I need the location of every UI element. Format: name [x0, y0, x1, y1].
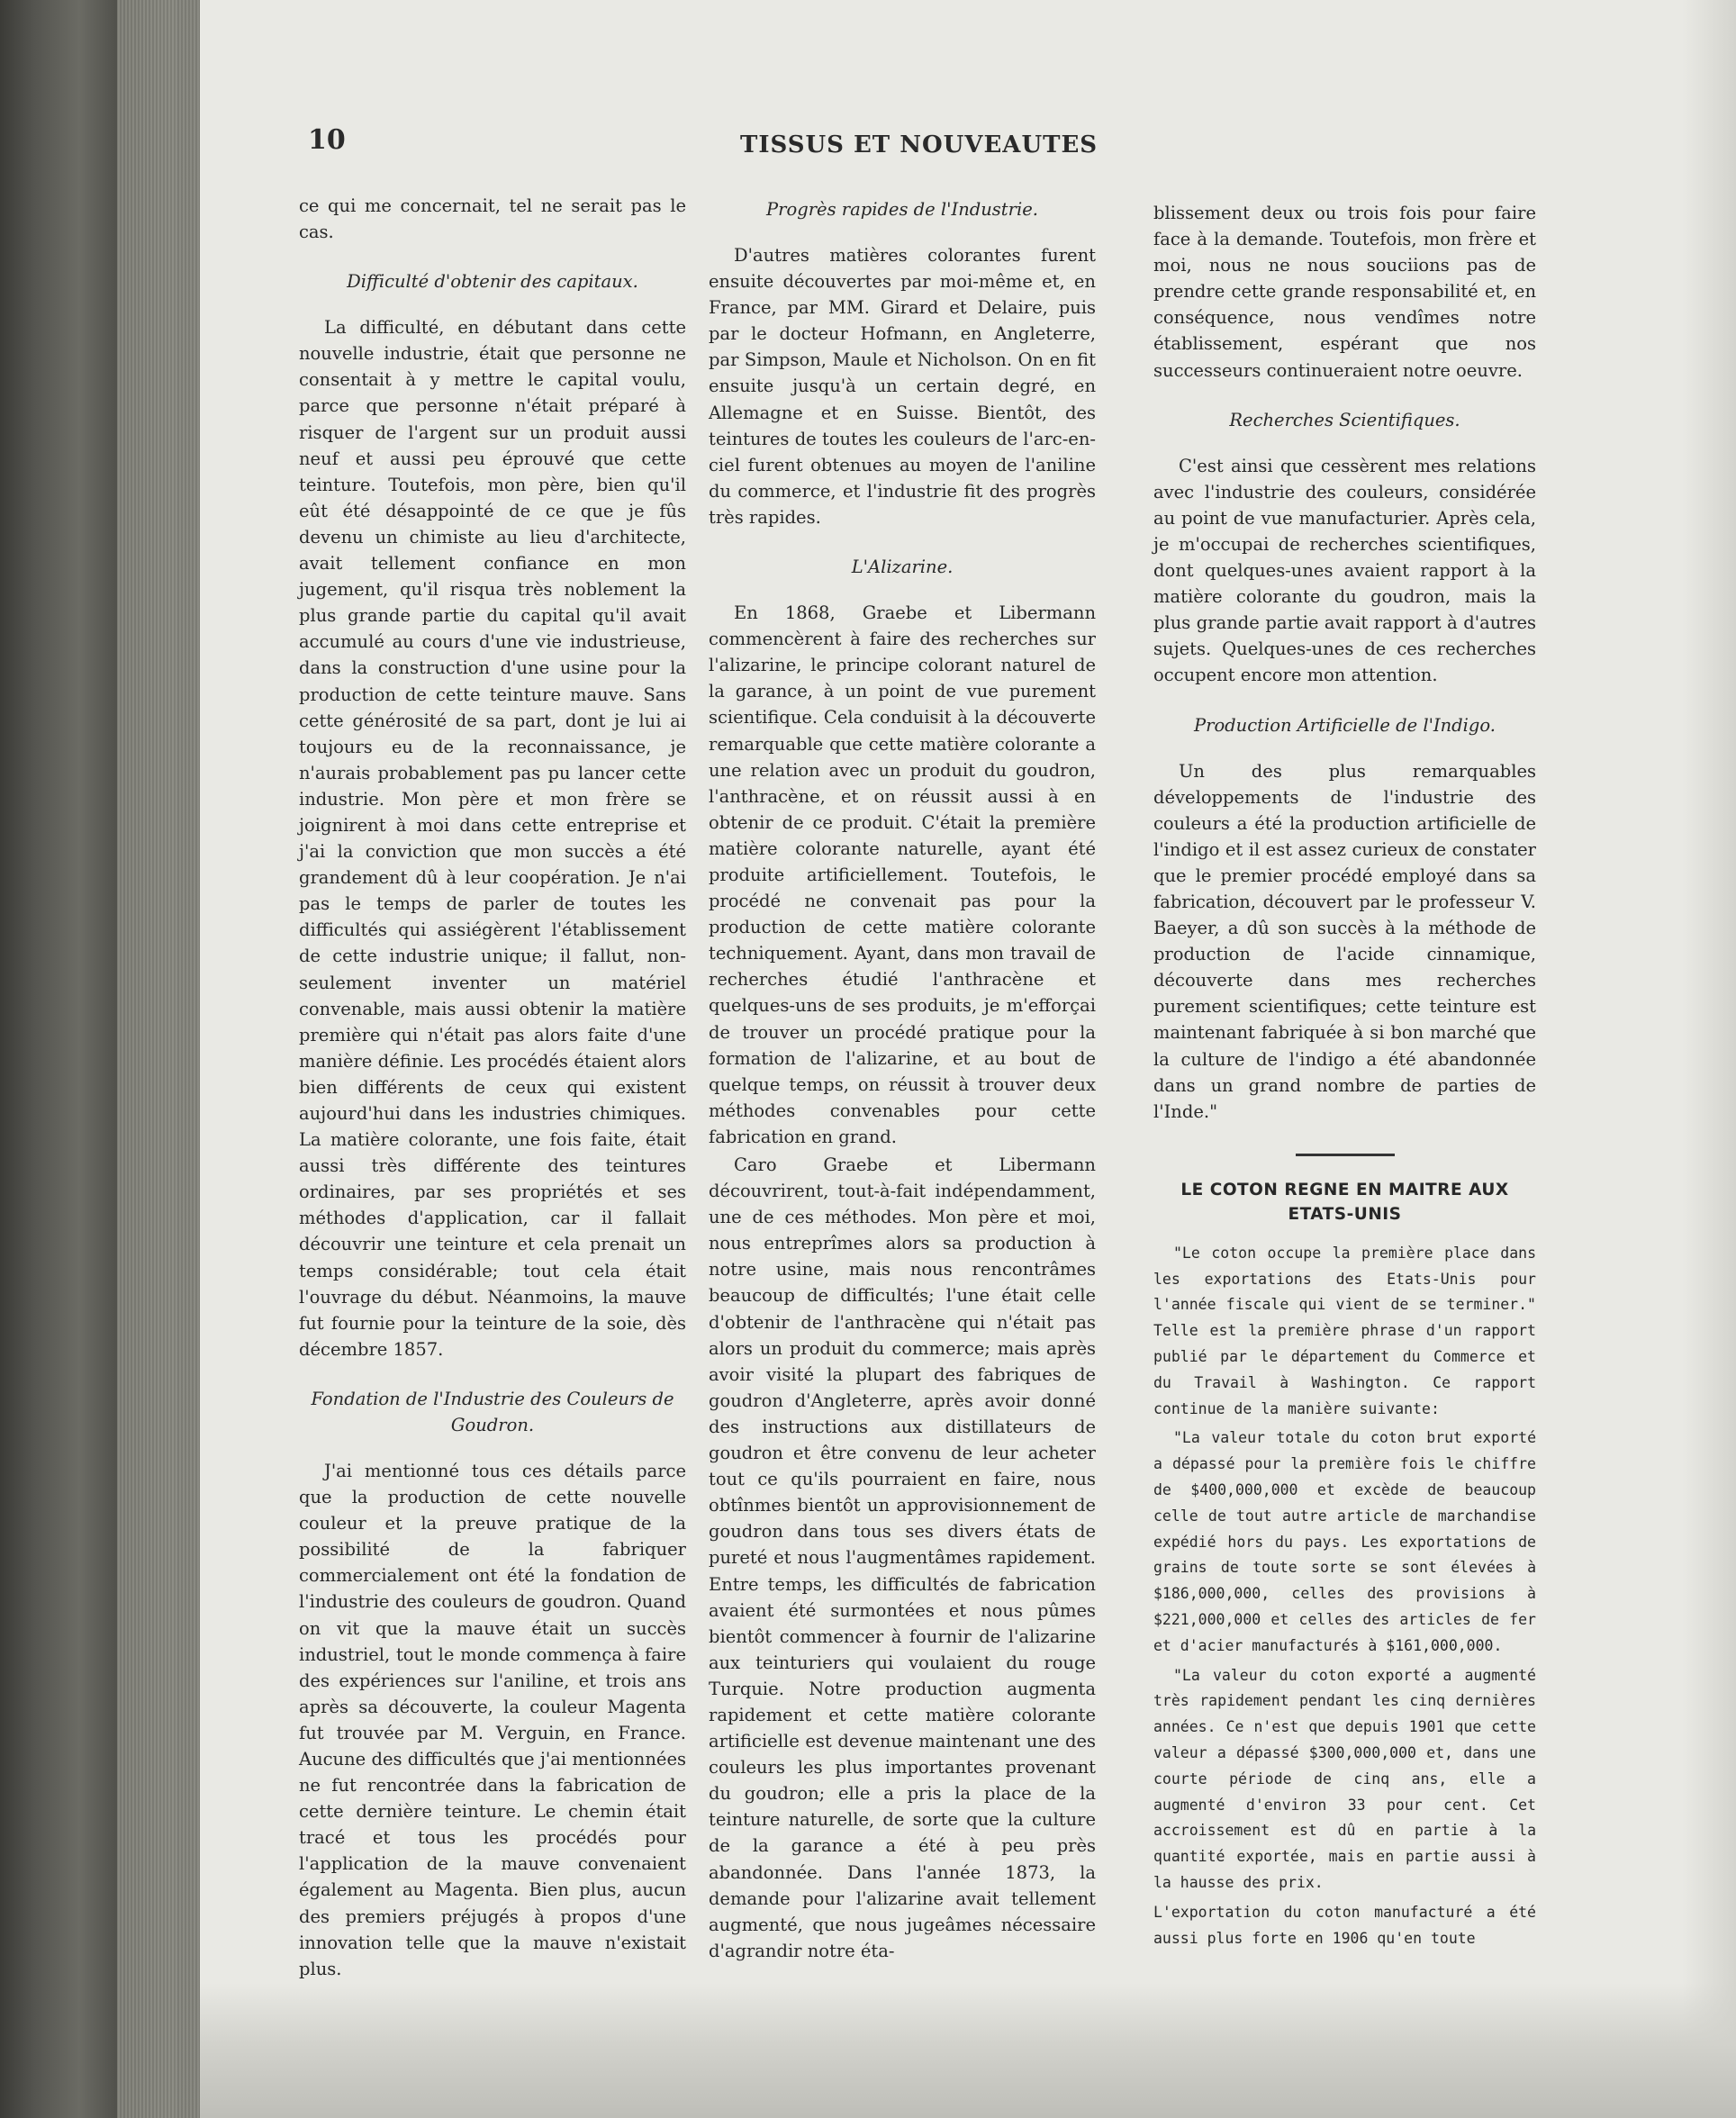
page-number: 10 — [308, 124, 346, 156]
column-3 — [1153, 200, 1536, 1955]
section-heading: Recherches Scientifiques. — [1229, 409, 1460, 430]
news-paragraph: "La valeur du coton exporté a augmenté très rapidement pendant les cinq dernières années. Ce n'est que depuis 1901 que cette valeur a dépassé $300,000,000 et, dans une courte période de cinq ans, elle a augmenté d'environ 33 pour cent. Cet accroissement est dû en partie à la quantité exportée, mais en partie aussi à la hausse des prix. — [1153, 1666, 1536, 1891]
paragraph: blissement deux ou trois fois pour faire face à la demande. Toutefois, mon frère et moi, nous ne nous souciions pas de prendre cette grande responsabilité et, en conséquence, nous vendîmes notre établissement, espérant que nos successeurs continueraient notre oeuvre. — [1153, 203, 1536, 381]
running-title: TISSUS ET NOUVEAUTES — [740, 131, 1099, 158]
section-heading: Progrès rapides de l'Industrie. — [766, 199, 1038, 220]
page-shadow-right — [1682, 0, 1736, 2118]
column-2 — [709, 196, 1096, 1964]
divider-rule — [1296, 1154, 1395, 1156]
book-page — [200, 0, 1736, 2118]
news-paragraph: "Le coton occupe la première place dans les exportations des Etats-Unis pour l'année fiscale qui vient de se terminer." Telle est la première phrase d'un rapport publié par le département du Commerce et du Travail à Washington. Ce rapport continue de la manière suivante: — [1153, 1244, 1536, 1417]
column-1 — [299, 193, 686, 1982]
section-heading: L'Alizarine. — [851, 557, 954, 578]
paragraph: ce qui me concernait, tel ne serait pas le cas. — [299, 195, 686, 243]
paragraph: En 1868, Graebe et Libermann commencèrent à faire des recherches sur l'alizarine, le principe colorant naturel de la garance, à un point de vue purement scientifique. Cela conduisit à la découverte remarquable que cette matière colorante a une relation avec un produit du goudron, l'anthracène, et on réussit aussi à en obtenir de ce produit. C'était la première matière colorante naturelle, ayant été produite artificiellement. Toutefois, le procédé ne convenait pas pour la production de cette matière colorante techniquement. Ayant, dans mon travail de recherches étudié l'anthracène et quelques-uns de ses produits, je m'efforçai de trouver un procédé pratique pour la formation de l'alizarine, et au bout de quelque temps, on réussit à trouver deux méthodes convenables pour cette fabrication en grand. — [709, 602, 1096, 1147]
page-edges — [117, 0, 203, 2118]
paragraph: Un des plus remarquables développements de l'industrie des couleurs a été la production artificielle de l'indigo et il est assez curieux de constater que le premier procédé employé dans sa fabrication, découvert par le professeur V. Baeyer, a dû son succès à la méthode de production de l'acide cinnamique, découverte dans mes recherches purement scientifiques; cette teinture est maintenant fabriquée à si bon marché que la culture de l'indigo a été abandonnée dans un grand nombre de parties de l'Inde." — [1153, 760, 1536, 1122]
news-headline: LE COTON REGNE EN MAITRE AUX ETATS-UNIS — [1180, 1180, 1509, 1224]
section-heading: Difficulté d'obtenir des capitaux. — [347, 271, 638, 293]
paragraph: D'autres matières colorantes furent ensuite découvertes par moi-même et, en France, par MM. Girard et Delaire, puis par le docteur Hofmann, en Angleterre, par Simpson, Maule et Nicholson. On en fit ensuite jusqu'à un certain degré, en Allemagne et en Suisse. Bientôt, des teintures de toutes les couleurs de l'arc-en-ciel furent obtenues au moyen de l'aniline du commerce, et l'industrie fit des progrès très rapides. — [709, 245, 1096, 528]
paragraph: La difficulté, en débutant dans cette nouvelle industrie, était que personne ne consentait à y mettre le capital voulu, parce que personne n'était préparé à risquer de l'argent sur un produit aussi neuf et aussi peu éprouvé que cette teinture. Toutefois, mon père, bien qu'il eût été désappointé de ce que je fûs devenu un chimiste au lieu d'architecte, avait tellement confiance en mon jugement, qu'il risqua très noblement la plus grande partie du capital qu'il avait accumulé au cours d'une vie industrieuse, dans la construction d'une usine pour la production de cette teinture mauve. Sans cette générosité de sa part, dont je lui ai toujours eu de la reconnaissance, je n'aurais probablement pas pu lancer cette industrie. Mon père et mon frère se joignirent à moi dans cette entreprise et j'ai la conviction que mon succès a été grandement dû à leur coopération. Je n'ai pas le temps de parler de toutes les difficultés qui assiégèrent l'établissement de cette industrie unique; il fallut, non-seulement inventer un matériel convenable, mais aussi obtenir la matière première qui n'était pas alors faite d'une manière définie. Les procédés étaient alors bien différents de ceux qui existent aujourd'hui dans les industries chimiques. La matière colorante, une fois faite, était aussi très différente des teintures ordinaires, par ses propriétés et ses méthodes d'application, car il fallait découvrir une teinture et cela prenait un temps considérable; tout cela était l'ouvrage du début. Néanmoins, la mauve fut fournie pour la teinture de la soie, dès décembre 1857. — [299, 317, 686, 1360]
section-heading: Fondation de l'Industrie des Couleurs de Goudron. — [311, 1388, 674, 1435]
section-heading: Production Artificielle de l'Indigo. — [1194, 714, 1496, 736]
paragraph: Caro Graebe et Libermann découvrirent, tout-à-fait indépendamment, une de ces méthodes. Mon père et moi, nous entreprîmes alors sa production à notre usine, mais nous rencontrâmes beaucoup de difficultés; l'une était celle d'obtenir de l'anthracène qui n'était pas alors un produit du commerce; mais après avoir visité la plupart des fabriques de goudron d'Angleterre, après avoir donné des instructions aux distillateurs de goudron et être convenu de leur acheter tout ce qu'ils pourraient en faire, nous obtînmes bientôt un approvisionnement de goudron dans tous ses divers états de pureté et nous l'augmentâmes rapidement. Entre temps, les difficultés de fabrication avaient été surmontées et nous pûmes bientôt commencer à fournir de l'alizarine aux teinturiers qui voulaient du rouge Turquie. Notre production augmenta rapidement et cette matière colorante artificielle est devenue maintenant une des couleurs les plus importantes provenant du goudron; elle a pris la place de la teinture naturelle, de sorte que la culture de la garance a été à peu près abandonnée. Dans l'année 1873, la demande pour l'alizarine avait tellement augmenté, que nous jugeâmes nécessaire d'agrandir notre éta- — [709, 1154, 1096, 1961]
paragraph: C'est ainsi que cessèrent mes relations avec l'industrie des couleurs, considérée au point de vue manufacturier. Après cela, je m'occupai de recherches scientifiques, dont quelques-unes avaient rapport à la matière colorante du goudron, mais la plus grande partie avait rapport à d'autres sujets. Quelques-unes de ces recherches occupent encore mon attention. — [1153, 455, 1536, 686]
page-shadow-bottom — [200, 1983, 1736, 2118]
paragraph: J'ai mentionné tous ces détails parce que la production de cette nouvelle couleur et la preuve pratique de la possibilité de la fabriquer commercialement ont été la fondation de l'industrie des couleurs de goudron. Quand on vit que la mauve était un succès industriel, tout le monde commença à faire des expériences sur l'aniline, et trois ans après sa découverte, la couleur Magenta fut trouvée par M. Verguin, en France. Aucune des difficultés que j'ai mentionnées ne fut rencontrée dans la fabrication de cette dernière teinture. Le chemin était tracé et tous les procédés pour l'application de la mauve convenaient également au Magenta. Bien plus, aucun des premiers préjugés à propos d'une innovation telle que la mauve n'existait plus. — [299, 1460, 686, 1979]
news-paragraph: L'exportation du coton manufacturé a été aussi plus forte en 1906 qu'en toute — [1153, 1903, 1536, 1947]
news-paragraph: "La valeur totale du coton brut exporté a dépassé pour la première fois le chiffre de $400,000,000 et excède de beaucoup celle de tout autre article de marchandise expédié hors du pays. Les exportations de grains de toute sorte se sont élevées à $186,000,000, celles des provisions à $221,000,000 et celles des articles de fer et d'acier manufacturés à $161,000,000. — [1153, 1429, 1536, 1654]
news-item — [1153, 1178, 1536, 1952]
